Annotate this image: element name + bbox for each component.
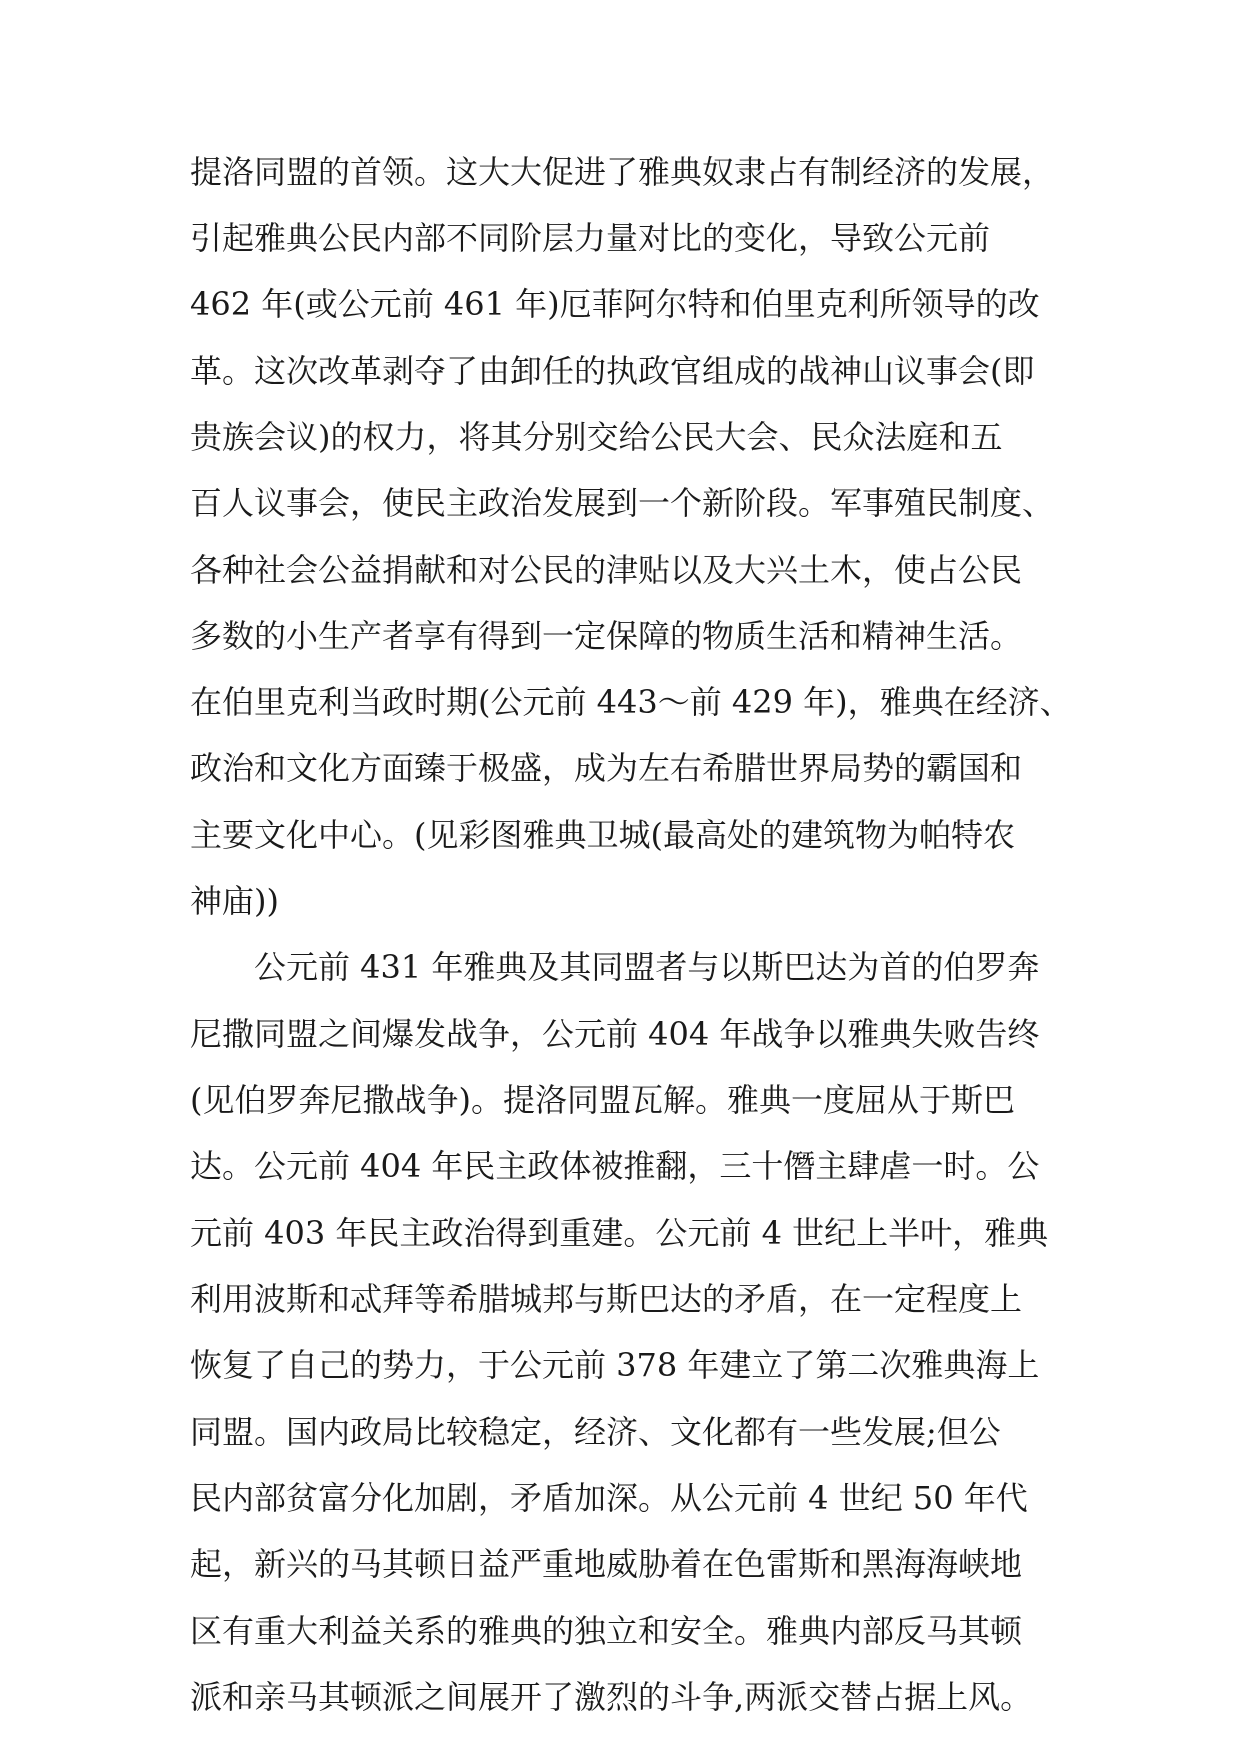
text-line: 革。这次改革剥夺了由卸任的执政官组成的战神山议事会(即	[190, 352, 1035, 390]
text-line: 百人议事会，使民主政治发展到一个新阶段。军事殖民制度、	[190, 484, 1055, 522]
text-line: 462 年(或公元前 461 年)厄菲阿尔特和伯里克利所领导的改	[190, 285, 1040, 323]
text-line: 主要文化中心。(见彩图雅典卫城(最高处的建筑物为帕特农	[190, 816, 1015, 854]
text-line: 引起雅典公民内部不同阶层力量对比的变化，导致公元前	[190, 219, 991, 257]
text-line: 在伯里克利当政时期(公元前 443～前 429 年)，雅典在经济、	[190, 683, 1072, 721]
text-line: 多数的小生产者享有得到一定保障的物质生活和精神生活。	[190, 617, 1023, 655]
text-line: (见伯罗奔尼撒战争)。提洛同盟瓦解。雅典一度屈从于斯巴	[190, 1081, 1015, 1119]
text-line: 区有重大利益关系的雅典的独立和安全。雅典内部反马其顿	[190, 1612, 1023, 1650]
text-line: 派和亲马其顿派之间展开了激烈的斗争,两派交替占据上风。	[190, 1678, 1033, 1716]
text-line: 民内部贫富分化加剧，矛盾加深。从公元前 4 世纪 50 年代	[190, 1479, 1028, 1517]
text-line: 达。公元前 404 年民主政体被推翻，三十僭主肆虐一时。公	[190, 1147, 1040, 1185]
text-line: 恢复了自己的势力，于公元前 378 年建立了第二次雅典海上	[190, 1346, 1040, 1384]
text-line: 利用波斯和忒拜等希腊城邦与斯巴达的矛盾，在一定程度上	[190, 1280, 1023, 1318]
text-line: 提洛同盟的首领。这大大促进了雅典奴隶占有制经济的发展，	[190, 153, 1055, 191]
text-line: 同盟。国内政局比较稳定，经济、文化都有一些发展;但公	[190, 1413, 1001, 1451]
text-line: 元前 403 年民主政治得到重建。公元前 4 世纪上半叶，雅典	[190, 1214, 1049, 1252]
text-line: 起，新兴的马其顿日益严重地威胁着在色雷斯和黑海海峡地	[190, 1545, 1023, 1583]
text-line: 尼撒同盟之间爆发战争，公元前 404 年战争以雅典失败告终	[190, 1015, 1040, 1053]
text-line: 政治和文化方面臻于极盛，成为左右希腊世界局势的霸国和	[190, 749, 1023, 787]
paragraph-first-line: 公元前 431 年雅典及其同盟者与以斯巴达为首的伯罗奔	[254, 948, 1040, 986]
text-line: 贵族会议)的权力，将其分别交给公民大会、民众法庭和五	[190, 418, 1003, 456]
text-line: 神庙))	[190, 882, 279, 920]
text-line: 各种社会公益捐献和对公民的津贴以及大兴土木，使占公民	[190, 551, 1023, 589]
